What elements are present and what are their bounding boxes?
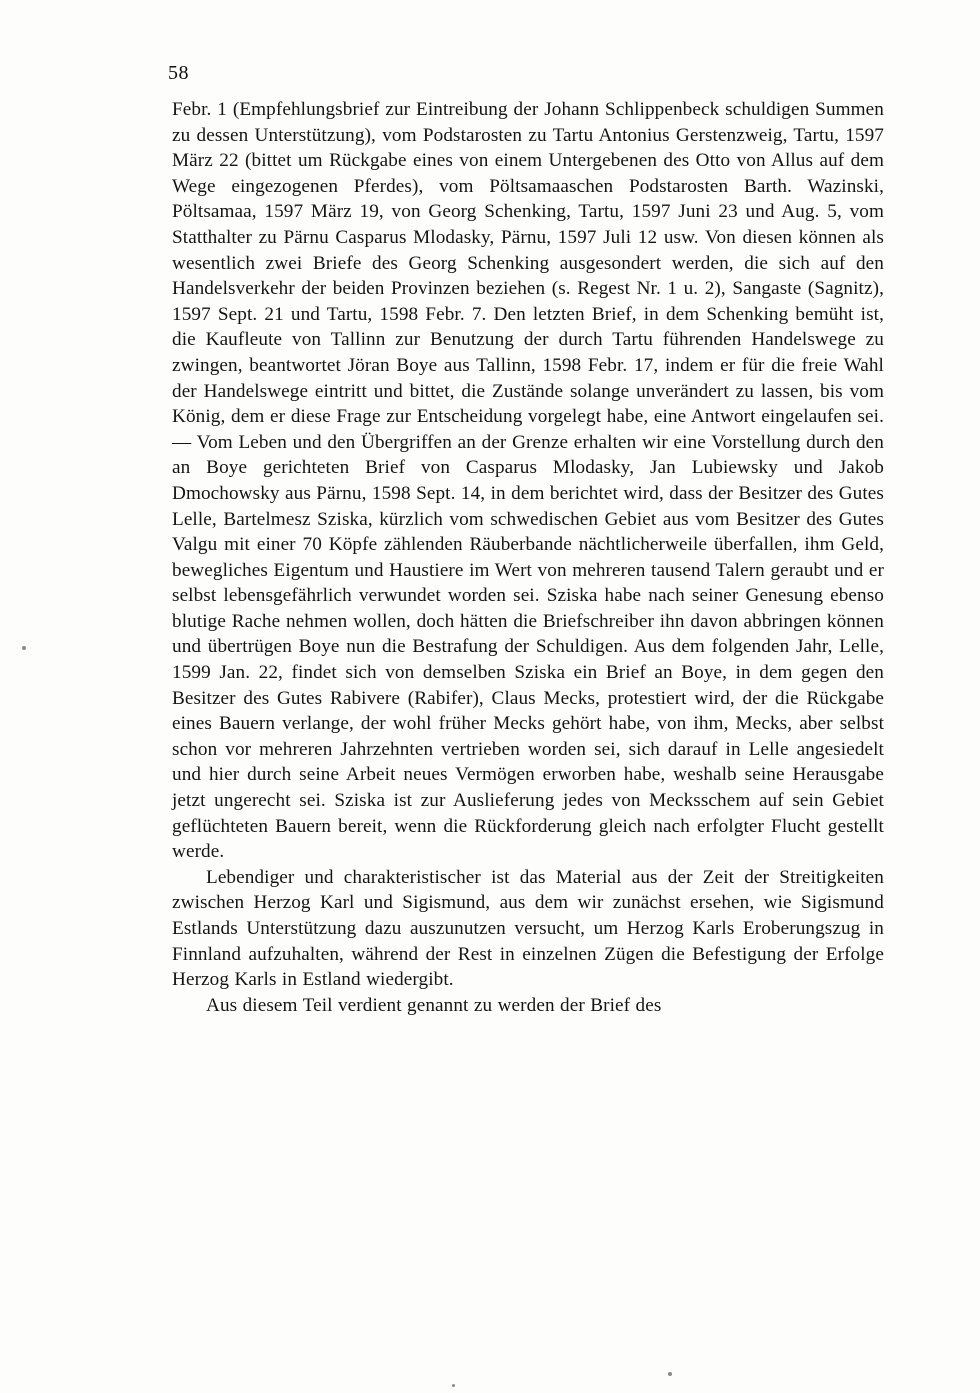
paragraph-1: Febr. 1 (Empfehlungsbrief zur Eintreibung der Johann Schlippenbeck schuldigen Summen zu dessen Unterstützung), vom Podstarosten zu Tartu Antonius Gerstenzweig, Tartu, 1597 März 22 (bittet um Rückgabe eines von einem Untergebenen des Otto von Allus auf dem Wege eingezogenen Pferdes), vom Pöltsamaaschen Podstarosten Barth. Wazinski, Pöltsamaa, 1597 März 19, von Georg Schenking, Tartu, 1597 Juni 23 und Aug. 5, vom Statthalter zu Pärnu Casparus Mlodasky, Pärnu, 1597 Juli 12 usw. Von diesen können als wesentlich zwei Briefe des Georg Schenking ausgesondert werden, die sich auf den Handelsverkehr der beiden Provinzen beziehen (s. Regest Nr. 1 u. 2), Sangaste (Sagnitz), 1597 Sept. 21 und Tartu, 1598 Febr. 7. Den letzten Brief, in dem Schenking bemüht ist, die Kaufleute von Tallinn zur Benutzung der durch Tartu führenden Handelswege zu zwingen, beantwortet Jöran Boye aus Tallinn, 1598 Febr. 17, indem er für die freie Wahl der Handelswege eintritt und bittet, die Zustände solange unverändert zu lassen, bis vom König, dem er diese Frage zur Entscheidung vorgelegt habe, eine Antwort eingelaufen sei. — Vom Leben und den Übergriffen an der Grenze erhalten wir eine Vorstellung durch den an Boye gerichteten Brief von Casparus Mlodasky, Jan Lubiewsky und Jakob Dmochowsky aus Pärnu, 1598 Sept. 14, in dem berichtet wird, dass der Besitzer des Gutes Lelle, Bartelmesz Sziska, kürzlich vom schwedischen Gebiet aus vom Besitzer des Gutes Valgu mit einer 70 Köpfe zählenden Räuberbande nächtlicherweile überfallen, ihm Geld, bewegliches Eigentum und Haustiere im Wert von mehreren tausend Talern geraubt und er selbst lebensgefährlich verwundet worden sei. Sziska habe nach seiner Genesung ebenso blutige Rache nehmen wollen, doch hätten die Briefschreiber ihn davon abbringen können und übertrügen Boye nun die Bestrafung der Schuldigen. Aus dem folgenden Jahr, Lelle, 1599 Jan. 22, findet sich von demselben Sziska ein Brief an Boye, in dem gegen den Besitzer des Gutes Rabivere (Rabifer), Claus Mecks, protestiert wird, der die Rückgabe eines Bauern verlange, der wohl früher Mecks gehört habe, von ihm, Mecks, aber selbst schon vor mehreren Jahrzehnten vertrieben worden sei, sich darauf in Lelle angesiedelt und hier durch seine Arbeit neues Vermögen erworben habe, weshalb seine Herausgabe jetzt ungerecht sei. Sziska ist zur Auslieferung jedes von Mecksschem auf sein Gebiet geflüchteten Bauern bereit, wenn die Rückforderung gleich nach erfolgter Flucht gestellt werde.: [172, 99, 884, 863]
scan-speck: [22, 646, 26, 650]
paragraph-2: Lebendiger und charakteristischer ist das Material aus der Zeit der Streitigkeiten zwischen Herzog Karl und Sigismund, aus dem wir zunächst ersehen, wie Sigismund Estlands Unterstützung dazu auszunutzen versucht, um Herzog Karls Eroberungszug in Finnland aufzuhalten, während der Rest in einzelnen Zügen die Befestigung der Erfolge Herzog Karls in Estland wiedergibt.: [172, 866, 884, 991]
page-number: 58: [168, 62, 189, 84]
paragraph-3: Aus diesem Teil verdient genannt zu werden der Brief des: [206, 994, 662, 1016]
scan-speck: [668, 1372, 672, 1376]
scan-speck: [452, 1384, 455, 1387]
body-text: [172, 97, 884, 1018]
